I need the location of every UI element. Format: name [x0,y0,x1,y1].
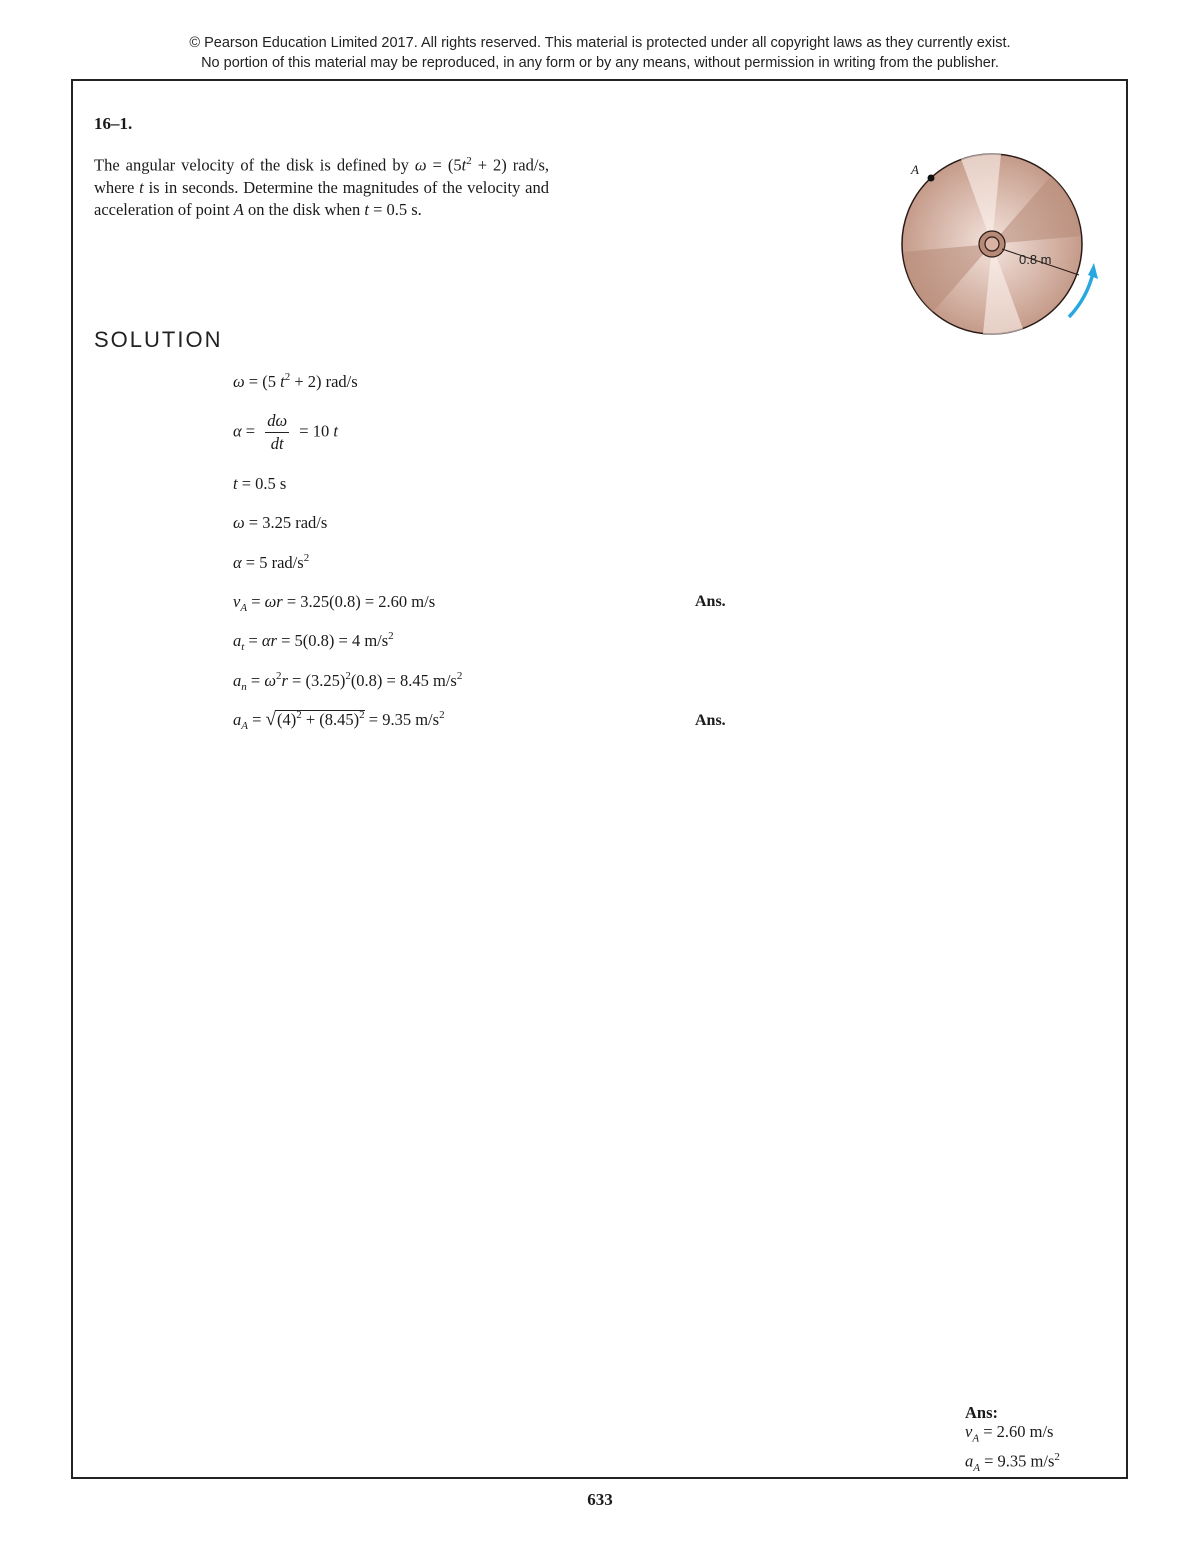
radius-label: 0.8 m [1019,252,1052,267]
hub-inner [985,237,999,251]
problem-number: 16–1. [94,114,133,133]
problem-statement: The angular velocity of the disk is defined by $\omega = (5t^2 + 2)$ rad/s, where t is in seconds. Determine the magnitudes of the velocity and acceleration of point A on the disk when t = 0.5 s. [94,155,549,219]
statement-omega: ω [414,155,427,175]
statement-t: t [364,199,369,219]
statement-text: = (5 [426,155,462,175]
statement-text: = 0.5 s. [368,199,422,219]
equation-normal-accel: $a_n = \omega^2r = (3.25)^2(0.8) = 8.45$ $m/s^2$ [233,670,463,693]
answer-velocity: $v_A = 2.60$ m/s [965,1422,1054,1445]
equation-total-accel: $a_A = √(4)^2 + (8.45)^2 = 9.35$ $m/s^2$ [233,709,445,732]
sqrt-sign: √ [265,709,276,730]
point-a-label: A [911,162,919,177]
copyright-line-2: No portion of this material may be reproduced, in any form or by any means, without permission in writing from the publisher. [201,55,999,71]
equation-time: t = 0.5 s [233,474,287,493]
statement-point-a: A [233,199,244,219]
statement-t: t [139,177,144,197]
sqrt-radicand: $(4)^2 + (8.45)^2$ [276,709,365,729]
answer-summary [965,1403,1060,1478]
problem-frame [71,79,1128,1479]
point-a-dot [928,175,935,182]
copyright-notice [0,33,1200,73]
ans-tag-velocity: Ans. [695,593,726,610]
solution-heading: SOLUTION [94,327,223,352]
disk-figure [891,141,1121,401]
statement-text: + 2) rad/s, where [94,155,549,197]
copyright-line-1: © Pearson Education Limited 2017. All rights reserved. This material is protected under all copyright laws as they currently exist. [189,35,1011,51]
equation-alpha-value: α = 5 rad/$s^2$ [233,552,310,572]
equation-tangential-accel: $a_t = \alpha r = 5(0.8) = 4$ $m/s^2$ [233,630,394,653]
equation-alpha-def: α = $\frac{d\omega}{dt}$ = 10 t [233,411,338,453]
statement-text: on the disk when [243,199,365,219]
rotation-arrow-head [1088,263,1098,279]
answer-acceleration: $a_A = 9.35$ $m/s^2$ [965,1451,1060,1475]
equation-omega-def: ω = (5 $t^2 + 2$) rad/s [233,371,358,391]
equation-velocity: $v_A = \omega r = 3.25(0.8) = 2.60$ m/s [233,592,436,614]
statement-text: The angular velocity of the disk is defined by [94,155,415,175]
statement-text: is in seconds. Determine the magnitudes of the velocity and acceleration of point [94,177,549,219]
equation-omega-value: ω = 3.25 rad/s [233,513,328,532]
answer-label: Ans: [965,1403,999,1422]
page-number: 633 [587,1490,613,1509]
statement-t: t [461,155,467,175]
ans-tag-acceleration: Ans. [695,712,726,729]
fraction-dw-dt: $\frac{d\omega}{dt}$ [267,411,288,453]
